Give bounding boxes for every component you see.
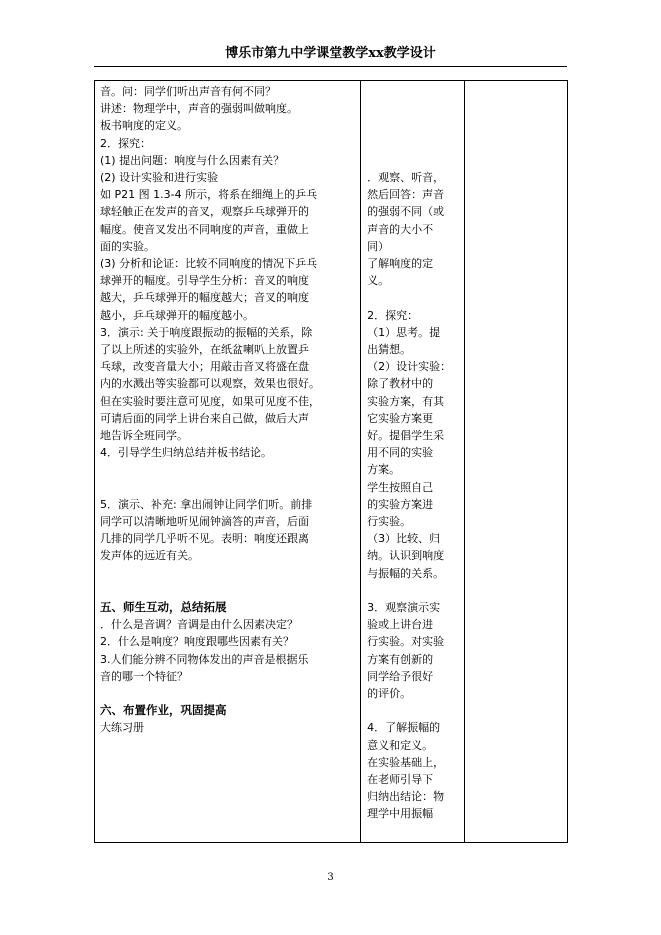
text-line: 除了教材中的: [367, 377, 434, 391]
text-line: 纳。认识到响度: [367, 549, 445, 563]
text-line: [367, 100, 460, 117]
text-line: 在实验基础上，: [367, 755, 445, 769]
text-line: 方案有创新的: [367, 652, 434, 666]
text-line: 学生按照自己: [367, 480, 434, 494]
text-line: 幅度。使音叉发出不同响度的声音，重做上: [100, 222, 309, 236]
text-line: 几排的同学几乎听不见。表明：响度还跟离: [100, 532, 309, 546]
text-line: 音的哪一个特征？: [100, 669, 188, 683]
text-line: (1) 提出问题：响度与什么因素有关？: [100, 153, 285, 167]
text-line: 地告诉全班同学。: [100, 429, 188, 443]
text-line: 讲述：物理学中，声音的强弱叫做响度。: [100, 102, 298, 116]
text-line: 板书响度的定义。: [100, 119, 188, 133]
text-line: 3．观察演示实: [367, 600, 441, 614]
text-line: 了解响度的定: [367, 256, 434, 270]
text-line: [367, 83, 460, 100]
text-line: 行实验。: [367, 514, 412, 528]
text-line: 出猜想。: [367, 342, 412, 356]
text-line: 如 P21 图 1.3-4 所示，将系在细绳上的乒乓: [100, 188, 318, 202]
text-line: 发声体的远近有关。: [100, 549, 199, 563]
text-line: [100, 565, 356, 582]
text-line: 用不同的实验: [367, 446, 434, 460]
text-line: [367, 289, 460, 306]
text-line: 大练习册: [100, 721, 144, 735]
text-line: 2．什么是响度？响度跟哪些因素有关？: [100, 635, 294, 649]
text-line: 2．探究：: [367, 308, 419, 322]
text-line: 乓球，改变音量大小；用敲击音叉将盛在盘: [100, 360, 309, 374]
text-line: 归纳出结论：物: [367, 790, 445, 804]
text-line: 方案。: [367, 463, 401, 477]
teacher-activity-text: [95, 81, 360, 737]
text-line: 同学给予很好: [367, 669, 434, 683]
text-line: 行实验。对实验: [367, 635, 445, 649]
text-line: ．观察、听音，: [367, 170, 445, 184]
table-row: [95, 81, 568, 843]
text-line: [367, 135, 460, 152]
text-line: 越大，乒乓球弹开的幅度越大；音叉的响度: [100, 291, 309, 305]
header-rule: [94, 66, 567, 67]
text-line: 它实验方案更: [367, 411, 434, 425]
text-line: [367, 117, 460, 134]
text-line: 在老师引导下: [367, 773, 434, 786]
text-line: 5．演示、补充: 拿出闹钟让同学们听。前排: [100, 497, 313, 511]
text-line: 验或上讲台进: [367, 618, 434, 632]
lesson-plan-table: [94, 80, 568, 843]
text-line: [100, 479, 356, 496]
text-line: 3.人们能分辨不同物体发出的声音是根据乐: [100, 652, 309, 666]
text-line: 面的实验。: [100, 239, 155, 253]
text-line: [367, 702, 460, 719]
text-line: 的强弱不同（或: [367, 205, 445, 219]
text-line: [100, 582, 356, 599]
section-heading: 五、师生互动，总结拓展: [100, 600, 227, 615]
text-line: 4．引导学生归纳总结并板书结论。: [100, 446, 272, 460]
text-line: 好。提倡学生采: [367, 428, 445, 442]
text-line: 音。问：同学们听出声音有何不同？: [100, 85, 276, 98]
student-activity-cell: [361, 81, 464, 843]
text-line: 与振幅的关系。: [367, 566, 445, 580]
text-line: 越小，乒乓球弹开的幅度越小。: [100, 308, 254, 322]
text-line: 同学可以清晰地听见闹钟滴答的声音，后面: [100, 515, 309, 529]
text-line: 4．了解振幅的: [367, 721, 441, 735]
text-line: 但在实验时要注意可见度，如果可见度不佳，: [100, 394, 320, 408]
text-line: 了以上所述的实验外，在纸盆喇叭上放置乒: [100, 343, 309, 357]
section-heading: 六、布置作业，巩固提高: [100, 703, 227, 718]
text-line: 可请后面的同学上讲台来自己做，做后大声: [100, 411, 309, 425]
student-activity-text: [361, 81, 463, 823]
text-line: [367, 152, 460, 169]
text-line: 球弹开的幅度。引导学生分析：音叉的响度: [100, 274, 309, 288]
text-line: 实验方案，有其: [367, 394, 445, 408]
text-line: [367, 582, 460, 599]
text-line: (2) 设计实验和进行实验: [100, 171, 219, 185]
text-line: 理学中用振幅: [367, 807, 434, 821]
text-line: ．什么是音调？音调是由什么因素决定？: [100, 618, 298, 632]
text-line: 然后回答：声音: [367, 188, 445, 202]
teacher-activity-cell: [95, 81, 361, 843]
page-title: 博乐市第九中学课堂教学xx教学设计: [225, 46, 436, 61]
text-line: 内的水溅出等实验都可以观察，效果也很好。: [100, 377, 320, 391]
text-line: 声音的大小不: [367, 222, 434, 236]
text-line: （3）比较、归: [367, 532, 441, 546]
page-number: 3: [327, 872, 334, 883]
notes-cell: [464, 81, 567, 843]
text-line: [100, 461, 356, 478]
text-line: 义。: [367, 274, 390, 288]
text-line: 同）: [367, 239, 390, 253]
text-line: (3) 分析和论证：比较不同响度的情况下乒乓: [100, 257, 318, 271]
text-line: （1）思考。提: [367, 325, 441, 339]
text-line: （2）设计实验：: [367, 360, 452, 374]
text-line: 的评价。: [367, 687, 412, 700]
text-line: [100, 685, 356, 702]
text-line: 球轻触正在发声的音叉，观察乒乓球弹开的: [100, 205, 309, 219]
text-line: 2．探究：: [100, 136, 151, 150]
text-line: 的实验方案进: [367, 497, 434, 511]
text-line: 意义和定义。: [367, 738, 434, 752]
text-line: 3．演示: 关于响度跟振动的振幅的关系，除: [100, 325, 313, 339]
